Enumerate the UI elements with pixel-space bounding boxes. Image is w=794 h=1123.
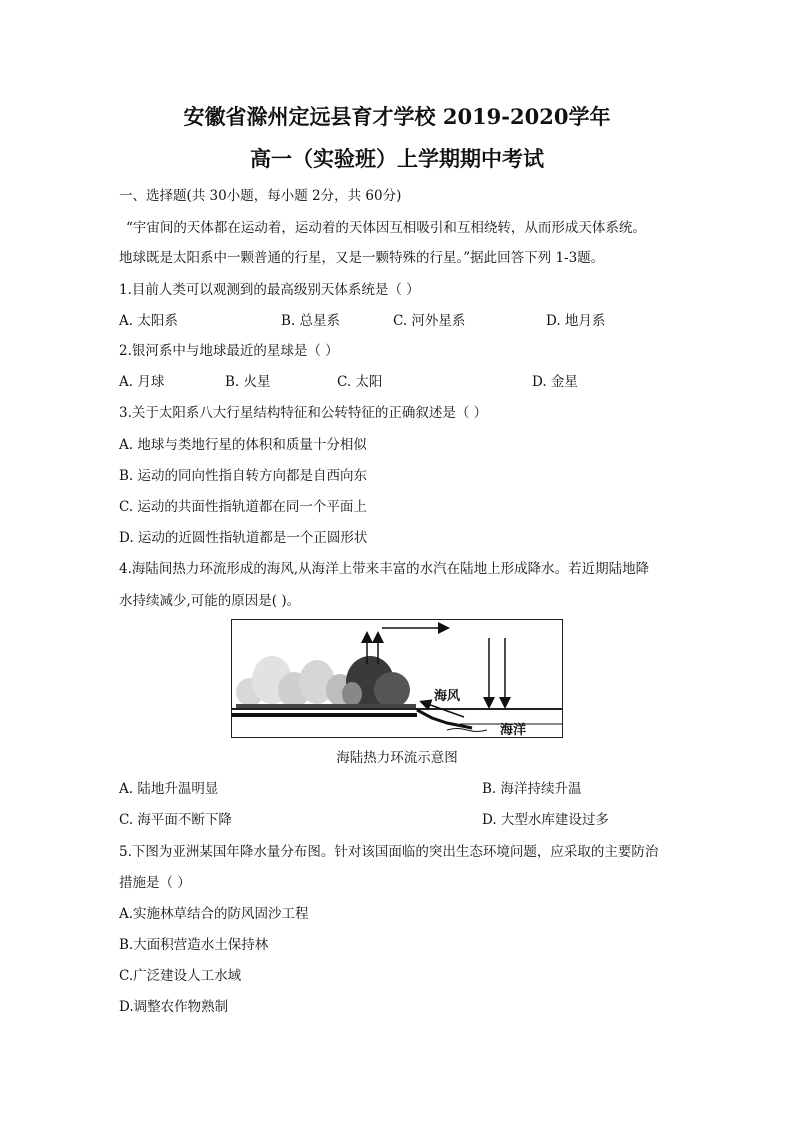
question-5-option-c[interactable]: C.广泛建设人工水域 bbox=[119, 968, 242, 984]
question-5-stem: 措施是（ ） bbox=[119, 875, 191, 891]
question-1-option-d[interactable]: D. 地月系 bbox=[546, 313, 606, 329]
question-2-option-a[interactable]: A. 月球 bbox=[119, 374, 165, 390]
question-5-option-b[interactable]: B.大面积营造水土保持林 bbox=[119, 937, 269, 953]
question-4-stem: 水持续减少,可能的原因是( )。 bbox=[119, 593, 301, 609]
question-1-option-c[interactable]: C. 河外星系 bbox=[393, 313, 466, 329]
question-3-option-b[interactable]: B. 运动的同向性指自转方向都是自西向东 bbox=[119, 468, 368, 484]
section-heading: 一、选择题(共 30小题，每小题 2分，共 60分) bbox=[119, 188, 402, 204]
question-2-option-b[interactable]: B. 火星 bbox=[225, 374, 271, 390]
trees-illustration bbox=[236, 656, 416, 710]
sea-wind-label: 海风 bbox=[434, 689, 461, 704]
wave bbox=[447, 729, 487, 732]
ground-line bbox=[232, 708, 562, 710]
question-2-option-c[interactable]: C. 太阳 bbox=[337, 374, 383, 390]
question-4-option-b[interactable]: B. 海洋持续升温 bbox=[482, 781, 582, 797]
question-4-stem: 4.海陆间热力环流形成的海风,从海洋上带来丰富的水汽在陆地上形成降水。若近期陆地降 bbox=[119, 561, 650, 577]
intro-line: 地球既是太阳系中一颗普通的行星，又是一颗特殊的行星。”据此回答下列 1-3题。 bbox=[119, 250, 605, 266]
land-surface bbox=[232, 713, 417, 717]
page-title: 安徽省滁州定远县育才学校 2019-2020学年 bbox=[183, 104, 611, 129]
question-5-option-a[interactable]: A.实施林草结合的防风固沙工程 bbox=[119, 906, 309, 922]
ocean-label: 海洋 bbox=[500, 723, 527, 737]
page-subtitle: 高一（实验班）上学期期中考试 bbox=[250, 146, 544, 171]
question-4-option-a[interactable]: A. 陆地升温明显 bbox=[119, 781, 219, 797]
question-1-stem: 1.目前人类可以观测到的最高级别天体系统是（ ） bbox=[119, 282, 420, 298]
shore-line bbox=[417, 710, 472, 728]
question-5-stem: 5.下图为亚洲某国年降水量分布图。针对该国面临的突出生态环境问题，应采取的主要防治 bbox=[119, 844, 659, 860]
question-3-option-c[interactable]: C. 运动的共面性指轨道都在同一个平面上 bbox=[119, 499, 367, 515]
figure-caption: 海陆热力环流示意图 bbox=[336, 750, 458, 766]
question-4-option-d[interactable]: D. 大型水库建设过多 bbox=[482, 812, 609, 828]
question-3-option-a[interactable]: A. 地球与类地行星的体积和质量十分相似 bbox=[119, 437, 367, 453]
intro-line: “宇宙间的天体都在运动着，运动着的天体因互相吸引和互相绕转，从而形成天体系统。 bbox=[126, 220, 646, 236]
question-2-option-d[interactable]: D. 金星 bbox=[532, 374, 578, 390]
question-3-stem: 3.关于太阳系八大行星结构特征和公转特征的正确叙述是（ ） bbox=[119, 405, 488, 421]
question-2-stem: 2.银河系中与地球最近的星球是（ ） bbox=[119, 343, 339, 359]
question-4-option-c[interactable]: C. 海平面不断下降 bbox=[119, 812, 232, 828]
question-1-option-b[interactable]: B. 总星系 bbox=[281, 313, 341, 329]
sea-land-circulation-figure bbox=[231, 619, 563, 738]
question-5-option-d[interactable]: D.调整农作物熟制 bbox=[119, 999, 229, 1015]
question-3-option-d[interactable]: D. 运动的近圆性指轨道都是一个正圆形状 bbox=[119, 530, 368, 546]
question-1-option-a[interactable]: A. 太阳系 bbox=[119, 313, 178, 329]
